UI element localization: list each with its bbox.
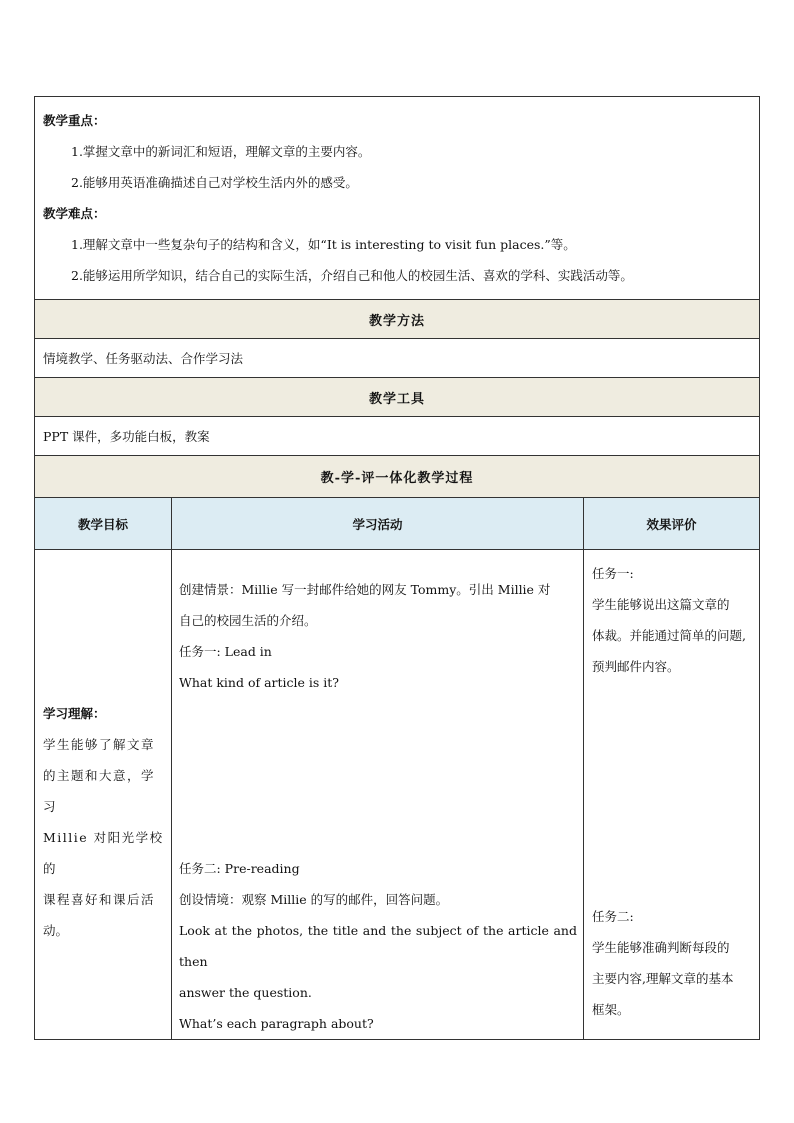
tools-content-row	[35, 417, 760, 456]
evaluation-2-line-1: 任务二:	[592, 909, 634, 924]
methods-title: 教学方法	[35, 300, 760, 339]
activity-cell	[172, 550, 584, 1040]
difficult-point-1: 1.理解文章中一些复杂句子的结构和含义，如“It is interesting to visit fun places.”等。	[71, 237, 576, 252]
objective-heading: 学习理解：	[43, 706, 106, 721]
objective-line-3: Millie 对阳光学校的	[43, 830, 164, 876]
evaluation-2-line-3: 主要内容,理解文章的基本	[592, 971, 734, 986]
header-activity: 学习活动	[172, 498, 584, 550]
activity-2-line-4: answer the question.	[179, 985, 312, 1000]
activity-2-line-3: Look at the photos, the title and the subject of the article and then	[179, 923, 577, 969]
process-title-row	[35, 456, 760, 498]
key-point-1: 1.掌握文章中的新词汇和短语，理解文章的主要内容。	[71, 144, 371, 159]
difficult-point-2: 2.能够运用所学知识，结合自己的实际生活，介绍自己和他人的校园生活、喜欢的学科、实践活动等。	[71, 268, 633, 283]
key-point-2: 2.能够用英语准确描述自己对学校生活内外的感受。	[71, 175, 358, 190]
process-title: 教-学-评一体化教学过程	[35, 456, 760, 498]
evaluation-2-line-2: 学生能够准确判断每段的	[592, 940, 730, 955]
objective-cell	[35, 550, 172, 1040]
header-evaluation: 效果评价	[584, 498, 760, 550]
methods-content: 情境教学、任务驱动法、合作学习法	[35, 339, 760, 378]
objective-line-4: 课程喜好和课后活	[43, 892, 156, 907]
objective-line-1: 学生能够了解文章	[43, 737, 156, 752]
activity-2-line-2: 创设情境：观察 Millie 的写的邮件，回答问题。	[179, 892, 449, 907]
key-points-heading: 教学重点：	[43, 113, 106, 128]
activity-1-line-1: 创建情景：Millie 写一封邮件给她的网友 Tommy。引出 Millie 对	[179, 582, 551, 597]
evaluation-1-line-4: 预判邮件内容。	[592, 659, 680, 674]
difficult-points-heading: 教学难点：	[43, 206, 106, 221]
activity-2-line-1: 任务二: Pre-reading	[179, 861, 300, 876]
objective-line-2: 的主题和大意，学习	[43, 768, 156, 814]
evaluation-1-line-2: 学生能够说出这篇文章的	[592, 597, 730, 612]
methods-content-row	[35, 339, 760, 378]
evaluation-cell	[584, 550, 760, 1040]
activity-1-line-3: 任务一: Lead in	[179, 644, 272, 659]
evaluation-2-line-4: 框架。	[592, 1002, 630, 1017]
activity-1-line-2: 自己的校园生活的介绍。	[179, 613, 317, 628]
methods-title-row	[35, 300, 760, 339]
tools-title: 教学工具	[35, 378, 760, 417]
process-body-row	[35, 550, 760, 1040]
evaluation-1-line-3: 体裁。并能通过简单的问题,	[592, 628, 746, 643]
key-and-difficult-points-row	[35, 97, 760, 300]
evaluation-1-line-1: 任务一:	[592, 566, 634, 581]
activity-1-line-4: What kind of article is it?	[179, 675, 339, 690]
header-objective: 教学目标	[35, 498, 172, 550]
process-header-row	[35, 498, 760, 550]
lesson-plan-table	[34, 96, 760, 1040]
tools-title-row	[35, 378, 760, 417]
tools-content: PPT 课件，多功能白板，教案	[35, 417, 760, 456]
key-points-cell	[35, 97, 760, 300]
activity-2-line-5: What’s each paragraph about?	[179, 1016, 374, 1031]
objective-line-5: 动。	[43, 923, 69, 938]
